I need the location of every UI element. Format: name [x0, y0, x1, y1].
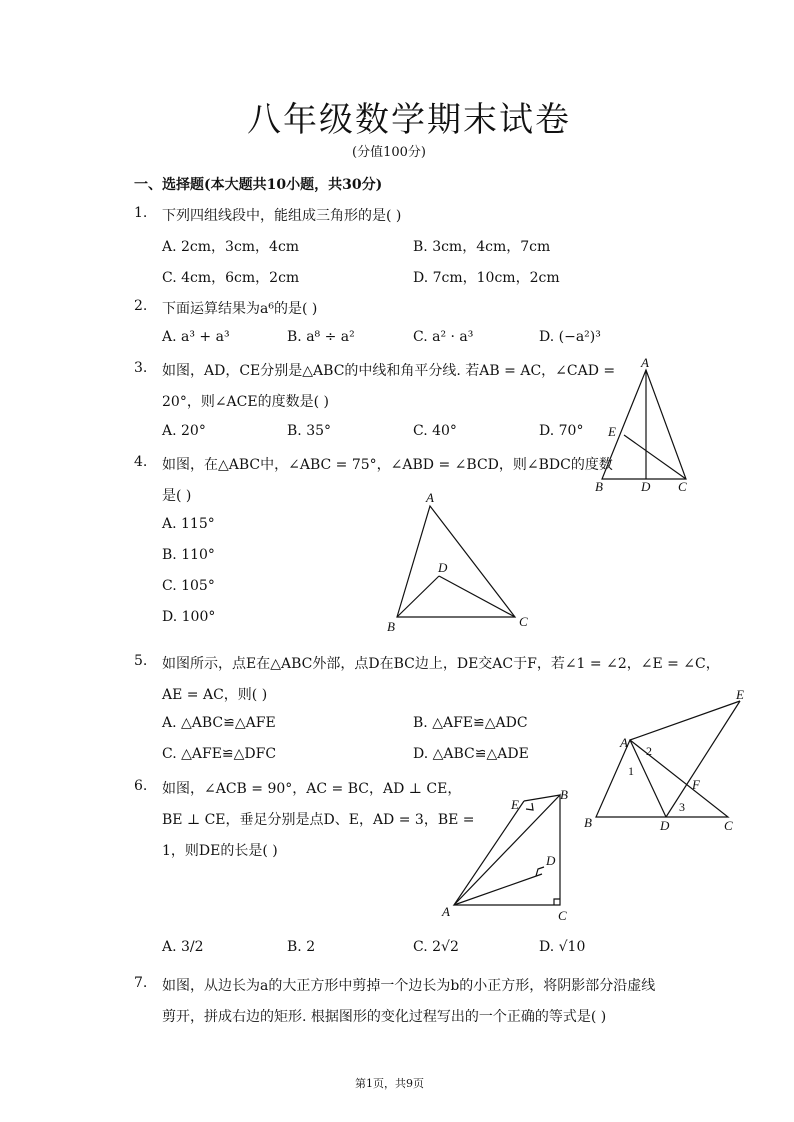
- option-a[interactable]: A. 3/2: [162, 939, 204, 955]
- right-angle-c: [554, 899, 560, 905]
- option-c[interactable]: C. 2√2: [413, 939, 459, 955]
- option-d[interactable]: D. (−a²)³: [539, 329, 601, 345]
- option-d[interactable]: D. 100°: [162, 609, 216, 625]
- bisector-ce: [624, 435, 686, 479]
- label-a: A: [641, 355, 649, 370]
- label-c: C: [678, 479, 687, 494]
- label-e: E: [608, 424, 616, 439]
- question-stem: 如图，从边长为a的大正方形中剪掉一个边长为b的小正方形，将阴影部分沿虚线: [162, 978, 656, 994]
- right-angle-e: [526, 803, 533, 810]
- label-d: D: [438, 560, 448, 575]
- question-stem-cont: 是( ): [162, 488, 192, 504]
- question-number: 6.: [134, 778, 148, 794]
- option-b[interactable]: B. a⁸ ÷ a²: [287, 329, 355, 345]
- question-stem: 如图所示，点E在△ABC外部，点D在BC边上，DE交AC于F，若∠1 = ∠2，∠E = ∠C，: [162, 656, 720, 672]
- label-e: E: [511, 797, 519, 812]
- triangle-acb: [454, 795, 560, 905]
- label-a: A: [620, 735, 628, 750]
- option-c[interactable]: C. 4cm，6cm，2cm: [162, 270, 300, 286]
- figure-q5: [578, 685, 753, 835]
- option-a[interactable]: A. △ABC≌△AFE: [162, 715, 276, 731]
- option-a[interactable]: A. 115°: [162, 516, 215, 532]
- question-stem: 下列四组线段中，能组成三角形的是( ): [162, 208, 402, 224]
- segment-ae: [630, 701, 740, 740]
- question-number: 5.: [134, 653, 148, 669]
- option-c[interactable]: C. 105°: [162, 578, 215, 594]
- label-b: B: [560, 787, 568, 802]
- score-note: (分值100分): [352, 145, 426, 160]
- question-number: 7.: [134, 975, 148, 991]
- section-heading: 一、选择题(本大题共10小题，共30分): [134, 177, 383, 193]
- label-b: B: [595, 479, 603, 494]
- page-footer: 第1页，共9页: [355, 1077, 424, 1090]
- exam-title: 八年级数学期末试卷: [247, 100, 571, 140]
- option-c[interactable]: C. a² · a³: [413, 329, 474, 345]
- question-stem: 如图，AD，CE分别是△ABC的中线和角平分线. 若AB = AC，∠CAD =: [162, 363, 616, 379]
- question-stem: 下面运算结果为a⁶的是( ): [162, 301, 318, 317]
- question-stem-cont: BE ⊥ CE，垂足分别是点D、E，AD = 3，BE =: [162, 812, 475, 828]
- figure-q6: [436, 785, 576, 925]
- option-b[interactable]: B. 110°: [162, 547, 215, 563]
- option-c[interactable]: C. △AFE≌△DFC: [162, 746, 277, 762]
- question-stem-cont: 1，则DE的长是( ): [162, 843, 278, 859]
- option-b[interactable]: B. 2: [287, 939, 316, 955]
- option-a[interactable]: A. 2cm，3cm，4cm: [162, 239, 300, 255]
- question-number: 3.: [134, 360, 148, 376]
- option-d[interactable]: D. 70°: [539, 423, 584, 439]
- label-angle-3: 3: [679, 800, 685, 814]
- label-angle-1: 1: [628, 764, 634, 778]
- segment-ad: [454, 874, 542, 905]
- option-d[interactable]: D. √10: [539, 939, 586, 955]
- option-a[interactable]: A. a³ + a³: [162, 329, 230, 345]
- label-e: E: [736, 687, 744, 702]
- option-a[interactable]: A. 20°: [162, 423, 206, 439]
- segment-dc: [439, 576, 515, 617]
- question-stem-cont: AE = AC，则( ): [162, 687, 268, 703]
- option-c[interactable]: C. 40°: [413, 423, 457, 439]
- question-number: 2.: [134, 298, 148, 314]
- label-d: D: [546, 853, 556, 868]
- option-d[interactable]: D. 7cm，10cm，2cm: [413, 270, 560, 286]
- figure-q3: [590, 355, 700, 495]
- label-angle-2: 2: [646, 744, 652, 758]
- option-b[interactable]: B. △AFE≌△ADC: [413, 715, 528, 731]
- option-b[interactable]: B. 3cm，4cm，7cm: [413, 239, 551, 255]
- question-stem-cont: 20°，则∠ACE的度数是( ): [162, 394, 329, 410]
- question-number: 4.: [134, 454, 148, 470]
- question-stem: 如图，在△ABC中，∠ABC = 75°，∠ABD = ∠BCD，则∠BDC的度数: [162, 457, 613, 473]
- segment-ed: [666, 701, 740, 817]
- label-c: C: [558, 908, 567, 923]
- label-a: A: [442, 904, 450, 919]
- label-a: A: [426, 490, 434, 505]
- question-stem-cont: 剪开，拼成右边的矩形. 根据图形的变化过程写出的一个正确的等式是( ): [162, 1009, 607, 1025]
- label-c: C: [724, 818, 733, 833]
- figure-q4: [383, 485, 538, 635]
- label-b: B: [584, 815, 592, 830]
- label-d: D: [641, 479, 651, 494]
- question-number: 1.: [134, 205, 148, 221]
- option-b[interactable]: B. 35°: [287, 423, 332, 439]
- label-d: D: [660, 818, 670, 833]
- label-c: C: [519, 614, 528, 629]
- label-f: F: [692, 777, 700, 792]
- question-stem: 如图，∠ACB = 90°，AC = BC，AD ⊥ CE，: [162, 781, 462, 797]
- segment-ae: [454, 801, 524, 905]
- label-b: B: [387, 619, 395, 634]
- option-d[interactable]: D. △ABC≌△ADE: [413, 746, 529, 762]
